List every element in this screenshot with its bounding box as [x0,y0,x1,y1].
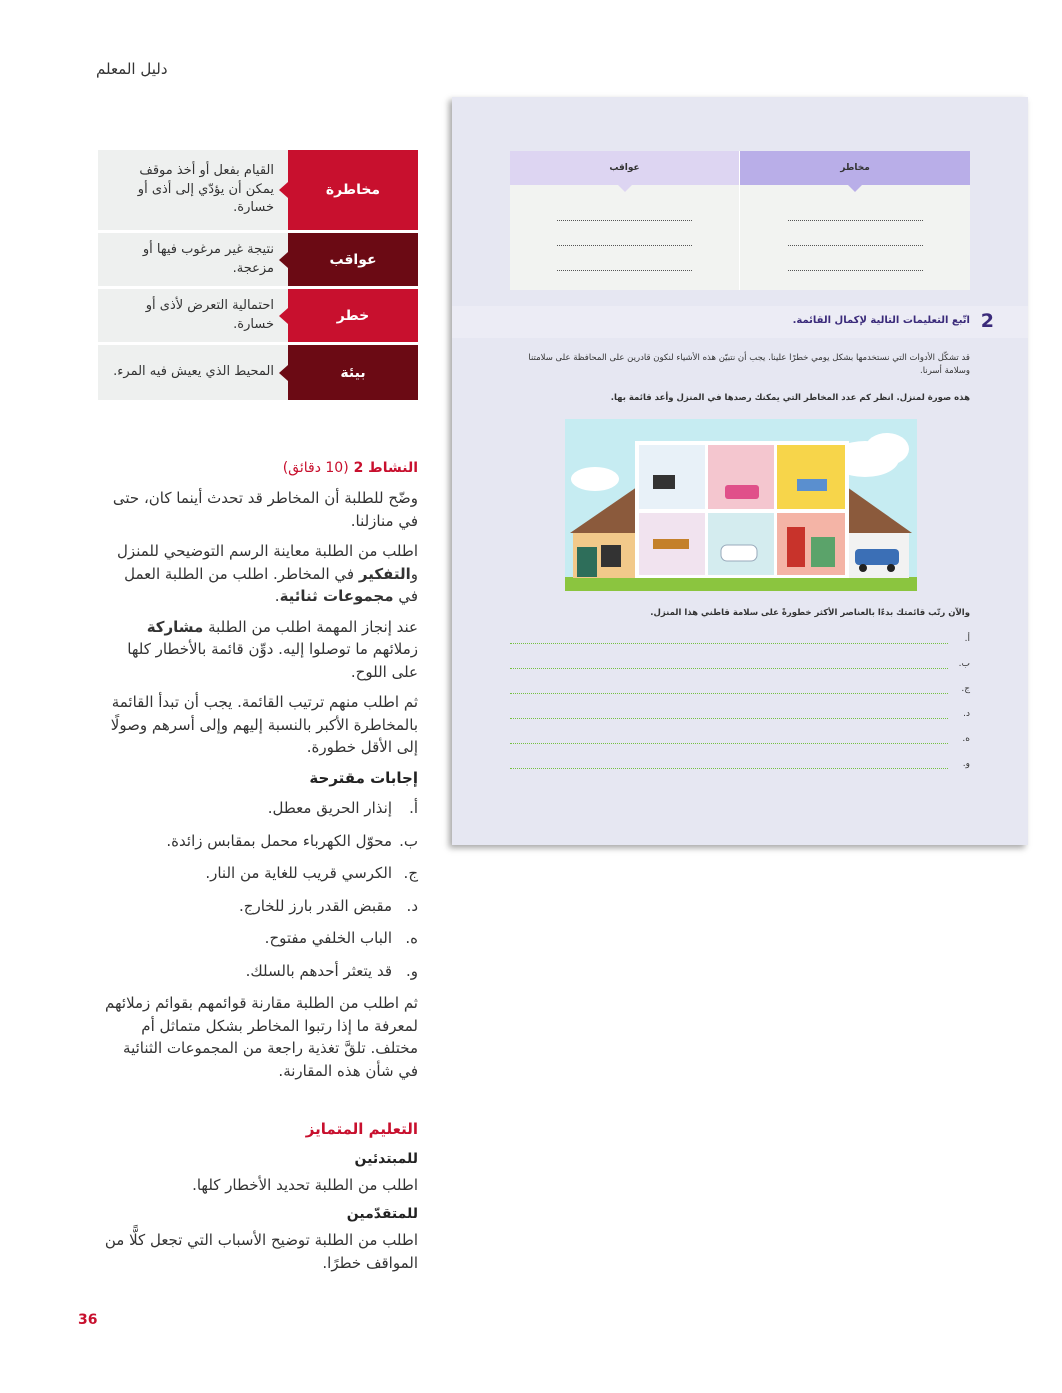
dotted-line [510,736,948,744]
ranking-instruction: والآن رتّب قائمتك بدءًا بالعناصر الأكثر خطورةً على سلامة قاطني هذا المنزل. [650,608,970,618]
glossary-definition: احتمالية التعرض لأذى أو خسارة. [98,289,288,342]
ranking-line [510,680,970,694]
answer-letter: د. [406,896,418,915]
activity-time: (10 دقائق) [282,460,349,476]
intro-paragraph: قد تشكّل الأدوات التي نستخدمها بشكل يومي خطرًا علينا. يجب أن نتبيّن هذه الأشياء لنكون قادرين على المحافظة على سلامتنا وسلامة أسرنا. [528,353,970,376]
glossary-table [98,150,418,403]
activity-paragraph [100,616,418,684]
answer-item [100,862,418,885]
bold-keyword: مشاركة [146,617,204,636]
activity-paragraph [100,540,418,608]
activity-paragraph: وضّح للطلبة أن المخاطر قد تحدث أينما كان، حتى في منازلنا. [112,489,418,530]
consequences-header: عواقب [510,151,739,185]
beginners-heading: للمبتدئين [354,1150,418,1167]
answer-text: إنذار الحريق معطل. [267,799,392,817]
ranking-letter: ب. [958,659,970,669]
activity-paragraph: ثم اطلب منهم ترتيب القائمة. يجب أن تبدأ القائمة بالمخاطرة الأكبر بالنسبة إليهم وإلى أسرهم وصولًا إلى الأقل خطورة. [110,693,418,756]
answer-letter: و. [405,961,418,980]
question-number: 2 [980,310,994,332]
dotted-line [510,761,948,769]
dotted-line [510,686,948,694]
advanced-heading: للمتقدّمين [346,1206,418,1222]
glossary-definition: المحيط الذي يعيش فيه المرء. [98,345,288,400]
text-run: في المخاطر. اطلب من الطلبة العمل في [124,564,418,605]
answer-line [557,234,692,246]
student-book-page [452,97,1028,845]
answer-text: الكرسي قريب للغاية من النار. [205,864,392,882]
text-run: زملائهم ما توصلوا إليه. دوِّن قائمة بالأخطار كلها على اللوح. [127,640,418,681]
dotted-line [510,711,948,719]
answer-item [100,960,418,983]
advanced-text: اطلب من الطلبة توضيح الأسباب التي تجعل كلًّا من المواقف خطرًا. [104,1231,418,1272]
answer-letter: أ. [409,799,418,817]
answer-item [100,830,418,853]
answer-line [788,259,923,271]
activity-number: النشاط 2 [353,460,418,476]
ranking-line [510,655,970,669]
answer-line [557,259,692,271]
answer-text: محوّل الكهرباء محمل بمقابس زائدة. [166,831,392,850]
risks-column [740,151,970,290]
activity-title [100,458,418,479]
glossary-definition: نتيجة غير مرغوب فيها أو مزعجة. [98,233,288,286]
dotted-line [510,661,948,669]
ranking-letter: ه. [962,734,970,744]
ranking-line [510,705,970,719]
answer-line [557,209,692,221]
glossary-row [98,150,418,230]
answer-item [100,797,418,820]
answer-line [788,209,923,221]
glossary-term: خطر [288,289,418,342]
glossary-term: عواقب [288,233,418,286]
bold-keyword: التفكير [358,564,411,583]
dotted-line [510,636,948,644]
guide-title: دليل المعلم [96,60,168,78]
ranking-line [510,755,970,769]
question-bar [452,306,1028,338]
answer-text: الباب الخلفي مفتوح. [264,929,392,947]
activity-paragraph: ثم اطلب من الطلبة مقارنة قوائمهم بقوائم زملائهم لمعرفة ما إذا رتبوا المخاطر بشكل متماثل أم مختلف. تلقَّ تغذية راجعة من المجموعات الثنائية في شأن هذه المقارنة. [105,994,418,1080]
house-illustration [565,419,917,591]
glossary-row [98,345,418,400]
ranking-letter: أ. [964,634,970,644]
ranking-letter: د. [963,709,970,719]
glossary-term: بيئة [288,345,418,400]
ranking-letter: و. [962,759,970,769]
ranking-letter: ج. [961,684,970,694]
risks-consequences-table [510,151,970,290]
instruction-paragraph: هذه صورة لمنزل. انظر كم عدد المخاطر التي يمكنك رصدها في المنزل وأعد قائمة بها. [610,393,970,403]
ranking-line [510,730,970,744]
answer-line [788,234,923,246]
answer-text: مقبض القدر بارز للخارج. [239,896,392,915]
beginners-text: اطلب من الطلبة تحديد الأخطار كلها. [192,1175,418,1194]
answers-heading: إجابات مقترحة [309,768,418,787]
answer-item [100,895,418,918]
answer-letter: ه. [405,929,418,947]
question-text: اتّبع التعليمات التالية لإكمال القائمة. [792,315,970,326]
consequences-column [510,151,740,290]
risks-header: مخاطر [740,151,970,185]
glossary-row [98,233,418,286]
differentiation-heading: التعليم المتمايز [305,1120,418,1138]
ranking-line [510,630,970,644]
answer-text: قد يتعثر أحدهم بالسلك. [245,961,392,980]
page-number: 36 [78,1312,98,1328]
text-run: . [274,587,280,605]
teacher-notes [100,458,418,1282]
answer-letter: ج. [403,864,418,882]
bold-keyword: مجموعات ثنائية [279,587,394,605]
text-run: اطلب من الطلبة معاينة الرسم التوضيحي للمنزل و [117,542,418,583]
glossary-definition: القيام بفعل أو أخذ موقف يمكن أن يؤدّي إلى أذى أو خسارة. [98,150,288,230]
glossary-term: مخاطرة [288,150,418,230]
answer-item [100,927,418,950]
text-run: عند إنجاز المهمة اطلب من الطلبة [203,617,418,636]
glossary-row [98,289,418,342]
answer-letter: ب. [399,831,418,850]
